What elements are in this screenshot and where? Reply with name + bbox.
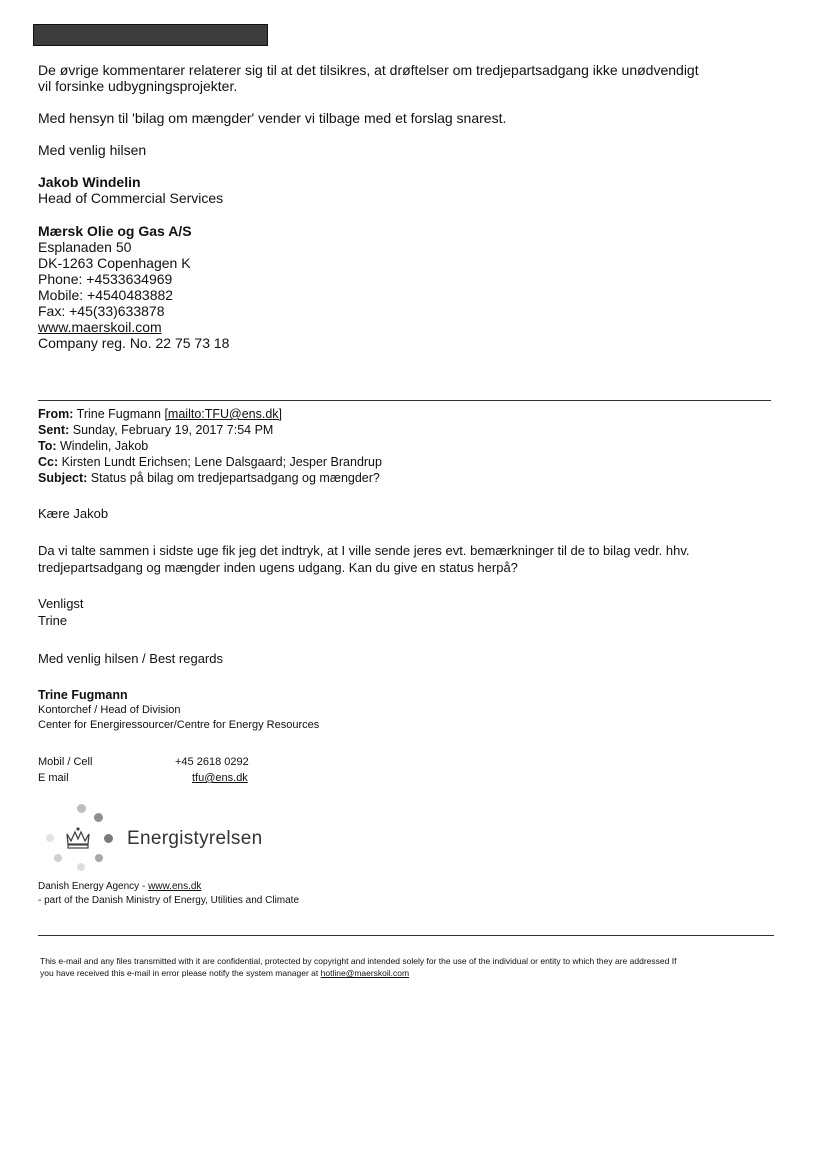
address-line-1: Esplanaden 50 <box>38 239 132 255</box>
subject-label: Subject: <box>38 471 88 485</box>
closing-line: Trine <box>38 613 68 628</box>
separator-line <box>38 935 774 936</box>
from-value: Trine Fugmann <box>76 407 161 421</box>
ministry-line: - part of the Danish Ministry of Energy, Utilities and Climate <box>38 895 300 906</box>
to-value: Windelin, Jakob <box>60 439 149 453</box>
phone: Phone: +4533634969 <box>38 271 173 287</box>
sent-row <box>38 422 382 438</box>
redacted-block <box>33 24 268 46</box>
reply-paragraph-2: Med hensyn til 'bilag om mængder' vender vi tilbage med et forslag snarest. <box>38 110 507 126</box>
agency-link[interactable]: www.ens.dk <box>148 881 202 892</box>
agency-footer <box>38 880 299 908</box>
separator-line <box>38 400 771 401</box>
mobile-value: +45 2618 0292 <box>175 756 249 768</box>
contact-mobile-row <box>38 755 92 770</box>
cc-row <box>38 454 382 470</box>
to-label: To: <box>38 439 57 453</box>
from-mailto-link[interactable]: [mailto:TFU@ens.dk] <box>164 407 283 421</box>
energistyrelsen-logo <box>40 800 130 875</box>
reply-paragraph-1 <box>38 62 699 94</box>
message-greeting: Kære Jakob <box>38 506 109 521</box>
signature-title: Kontorchef / Head of Division <box>38 704 181 716</box>
logo-text: Energistyrelsen <box>127 828 263 849</box>
message-regards: Med venlig hilsen / Best regards <box>38 651 223 666</box>
sent-value: Sunday, February 19, 2017 7:54 PM <box>72 423 274 437</box>
cc-value: Kirsten Lundt Erichsen; Lene Dalsgaard; Jesper Brandrup <box>61 455 382 469</box>
email-label: E mail <box>38 772 69 784</box>
disclaimer-text: you have received this e-mail in error please notify the system manager at <box>40 968 321 978</box>
reply-line: De øvrige kommentarer relaterer sig til at det tilsikres, at drøftelser om tredjepartsadgang ikke unødvendigt <box>38 62 699 78</box>
message-header <box>38 406 382 486</box>
company-block <box>38 223 229 351</box>
logo-dot <box>54 854 62 862</box>
body-line: tredjepartsadgang og mængder inden ugens udgang. Kan du give en status herpå? <box>38 560 518 575</box>
closing-line: Venligst <box>38 596 84 611</box>
hotline-link[interactable]: hotline@maerskoil.com <box>320 968 410 978</box>
company-name: Mærsk Olie og Gas A/S <box>38 223 192 239</box>
sent-label: Sent: <box>38 423 70 437</box>
crown-icon <box>64 826 92 850</box>
logo-dot <box>77 804 86 813</box>
from-row <box>38 406 382 422</box>
mobile: Mobile: +4540483882 <box>38 287 174 303</box>
subject-row <box>38 470 382 486</box>
to-row <box>38 438 382 454</box>
mobile-label: Mobil / Cell <box>38 756 93 768</box>
signature-name: Jakob Windelin <box>38 174 141 190</box>
address-line-2: DK-1263 Copenhagen K <box>38 255 191 271</box>
body-line: Da vi talte sammen i sidste uge fik jeg det indtryk, at I ville sende jeres evt. bemærkninger til de to bilag vedr. hhv. <box>38 543 690 558</box>
reply-closing: Med venlig hilsen <box>38 142 147 158</box>
agency-text: Danish Energy Agency - <box>38 881 149 892</box>
cc-label: Cc: <box>38 455 59 469</box>
fax: Fax: +45(33)633878 <box>38 303 165 319</box>
agency-line <box>38 880 299 894</box>
logo-dot <box>95 854 103 862</box>
signature-1 <box>38 174 223 206</box>
reply-line: vil forsinke udbygningsprojekter. <box>38 78 238 94</box>
signature-title: Head of Commercial Services <box>38 190 224 206</box>
logo-dot <box>94 813 103 822</box>
logo-dot <box>46 834 54 842</box>
website-link[interactable]: www.maerskoil.com <box>38 319 162 335</box>
logo-dot <box>77 863 85 871</box>
signature-center: Center for Energiressourcer/Centre for Energy Resources <box>38 719 320 731</box>
message-closing <box>38 595 84 629</box>
from-label: From: <box>38 407 74 421</box>
subject-value: Status på bilag om tredjepartsadgang og mængder? <box>90 471 380 485</box>
signature-name: Trine Fugmann <box>38 688 128 702</box>
disclaimer-line-1: This e-mail and any files transmitted with it are confidential, protected by copyright and intended solely for the use of the individual or entity to which they are addressed If <box>40 956 677 966</box>
signature-2 <box>38 687 319 733</box>
disclaimer-line-2 <box>40 967 676 979</box>
disclaimer <box>40 955 676 979</box>
message-body <box>38 542 690 576</box>
company-reg: Company reg. No. 22 75 73 18 <box>38 335 230 351</box>
logo-dot <box>104 834 113 843</box>
email-link[interactable]: tfu@ens.dk <box>192 772 248 784</box>
